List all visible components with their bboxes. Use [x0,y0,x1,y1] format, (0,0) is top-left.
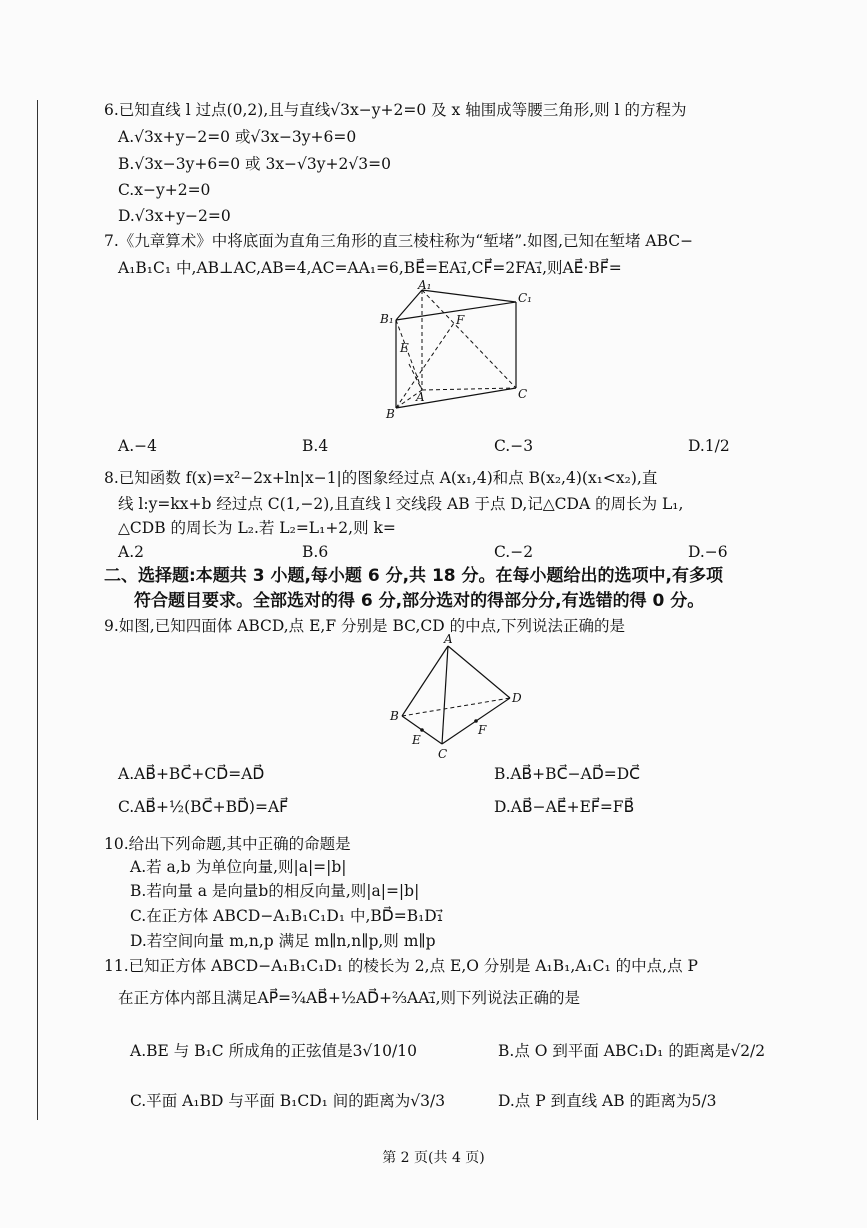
q9-label-d: D [512,691,522,705]
page-number-footer: 第 2 页(共 4 页) [382,1150,485,1166]
q7-label-e: E [400,341,409,355]
q11-stem-line2: 在正方体内部且满足AP⃗=¾AB⃗+½AD⃗+⅔AA₁⃗,则下列说法正确的是 [118,989,581,1007]
q7-label-c1: C₁ [518,291,532,305]
q6-stem: 6.已知直线 l 过点(0,2),且与直线√3x−y+2=0 及 x 轴围成等腰三角形,则 l 的方程为 [104,101,687,119]
section2-heading-line1: 二、选择题:本题共 3 小题,每小题 6 分,共 18 分。在每小题给出的选项中,有多项 [104,566,723,586]
q7-label-b1: B₁ [380,312,394,326]
q9-label-b: B [390,709,399,723]
q8-stem-line3: △CDB 的周长为 L₂.若 L₂=L₁+2,则 k= [118,519,396,537]
q9-option-b: B.AB⃗+BC⃗−AD⃗=DC⃗ [494,765,640,783]
margin-line [37,100,38,1120]
q8-stem-line1: 8.已知函数 f(x)=x²−2x+ln|x−1|的图象经过点 A(x₁,4)和点 B(x₂,4)(x₁<x₂),直 [104,469,658,487]
q7-stem-line1: 7.《九章算术》中将底面为直角三角形的直三棱柱称为“堑堵”.如图,已知在堑堵 ABC− [104,232,694,250]
q10-option-d: D.若空间向量 m,n,p 满足 m∥n,n∥p,则 m∥p [130,932,436,950]
q8-stem-line2: 线 l:y=kx+b 经过点 C(1,−2),且直线 l 交线段 AB 于点 D,记△CDA 的周长为 L₁, [118,495,684,513]
q9-label-f: F [478,723,487,737]
q10-option-a: A.若 a,b 为单位向量,则|a|=|b| [130,858,347,876]
q10-stem: 10.给出下列命题,其中正确的命题是 [104,835,351,853]
q10-option-c: C.在正方体 ABCD−A₁B₁C₁D₁ 中,BD⃗=B₁D₁⃗ [130,907,443,925]
q7-label-a1: A₁ [418,280,432,292]
q8-option-d: D.−6 [688,543,728,561]
q7-option-a: A.−4 [118,437,157,455]
q7-label-f: F [456,313,465,327]
q9-stem: 9.如图,已知四面体 ABCD,点 E,F 分别是 BC,CD 的中点,下列说法正确的是 [104,617,626,635]
q7-label-c: C [518,387,528,401]
q9-label-a: A [444,632,453,646]
q7-prism-figure [378,280,538,420]
q9-label-c: C [438,747,448,761]
q8-option-c: C.−2 [494,543,534,561]
q6-option-d: D.√3x+y−2=0 [118,207,231,225]
q7-option-c: C.−3 [494,437,534,455]
section2-heading-line2: 符合题目要求。全部选对的得 6 分,部分选对的得部分分,有选错的得 0 分。 [134,591,705,611]
q11-option-b: B.点 O 到平面 ABC₁D₁ 的距离是√2/2 [498,1042,766,1060]
q9-label-e: E [412,733,421,747]
q8-option-b: B.6 [302,543,329,561]
q6-option-a: A.√3x+y−2=0 或√3x−3y+6=0 [118,128,357,146]
q11-option-c: C.平面 A₁BD 与平面 B₁CD₁ 间的距离为√3/3 [130,1092,446,1110]
q7-label-b: B [386,407,395,420]
q7-stem-line2: A₁B₁C₁ 中,AB⊥AC,AB=4,AC=AA₁=6,BE⃗=EA₁⃗,CF⃗=2FA₁⃗,则AE⃗·BF⃗= [118,259,622,277]
q6-option-b: B.√3x−3y+6=0 或 3x−√3y+2√3=0 [118,155,391,173]
q9-tetrahedron-figure [388,632,528,762]
q7-label-a: A [416,390,425,404]
q9-option-a: A.AB⃗+BC⃗+CD⃗=AD⃗ [118,765,265,783]
q7-option-d: D.1/2 [688,437,730,455]
q8-option-a: A.2 [118,543,144,561]
q11-stem-line1: 11.已知正方体 ABCD−A₁B₁C₁D₁ 的棱长为 2,点 E,O 分别是 A₁B₁,A₁C₁ 的中点,点 P [104,957,698,975]
q11-option-a: A.BE 与 B₁C 所成角的正弦值是3√10/10 [130,1042,417,1060]
q9-option-d: D.AB⃗−AE⃗+EF⃗=FB⃗ [494,798,635,816]
q10-option-b: B.若向量 a 是向量b的相反向量,则|a|=|b| [130,882,420,900]
q7-option-b: B.4 [302,437,329,455]
q11-option-d: D.点 P 到直线 AB 的距离为5/3 [498,1092,717,1110]
q9-option-c: C.AB⃗+½(BC⃗+BD⃗)=AF⃗ [118,798,289,816]
q6-option-c: C.x−y+2=0 [118,181,211,199]
